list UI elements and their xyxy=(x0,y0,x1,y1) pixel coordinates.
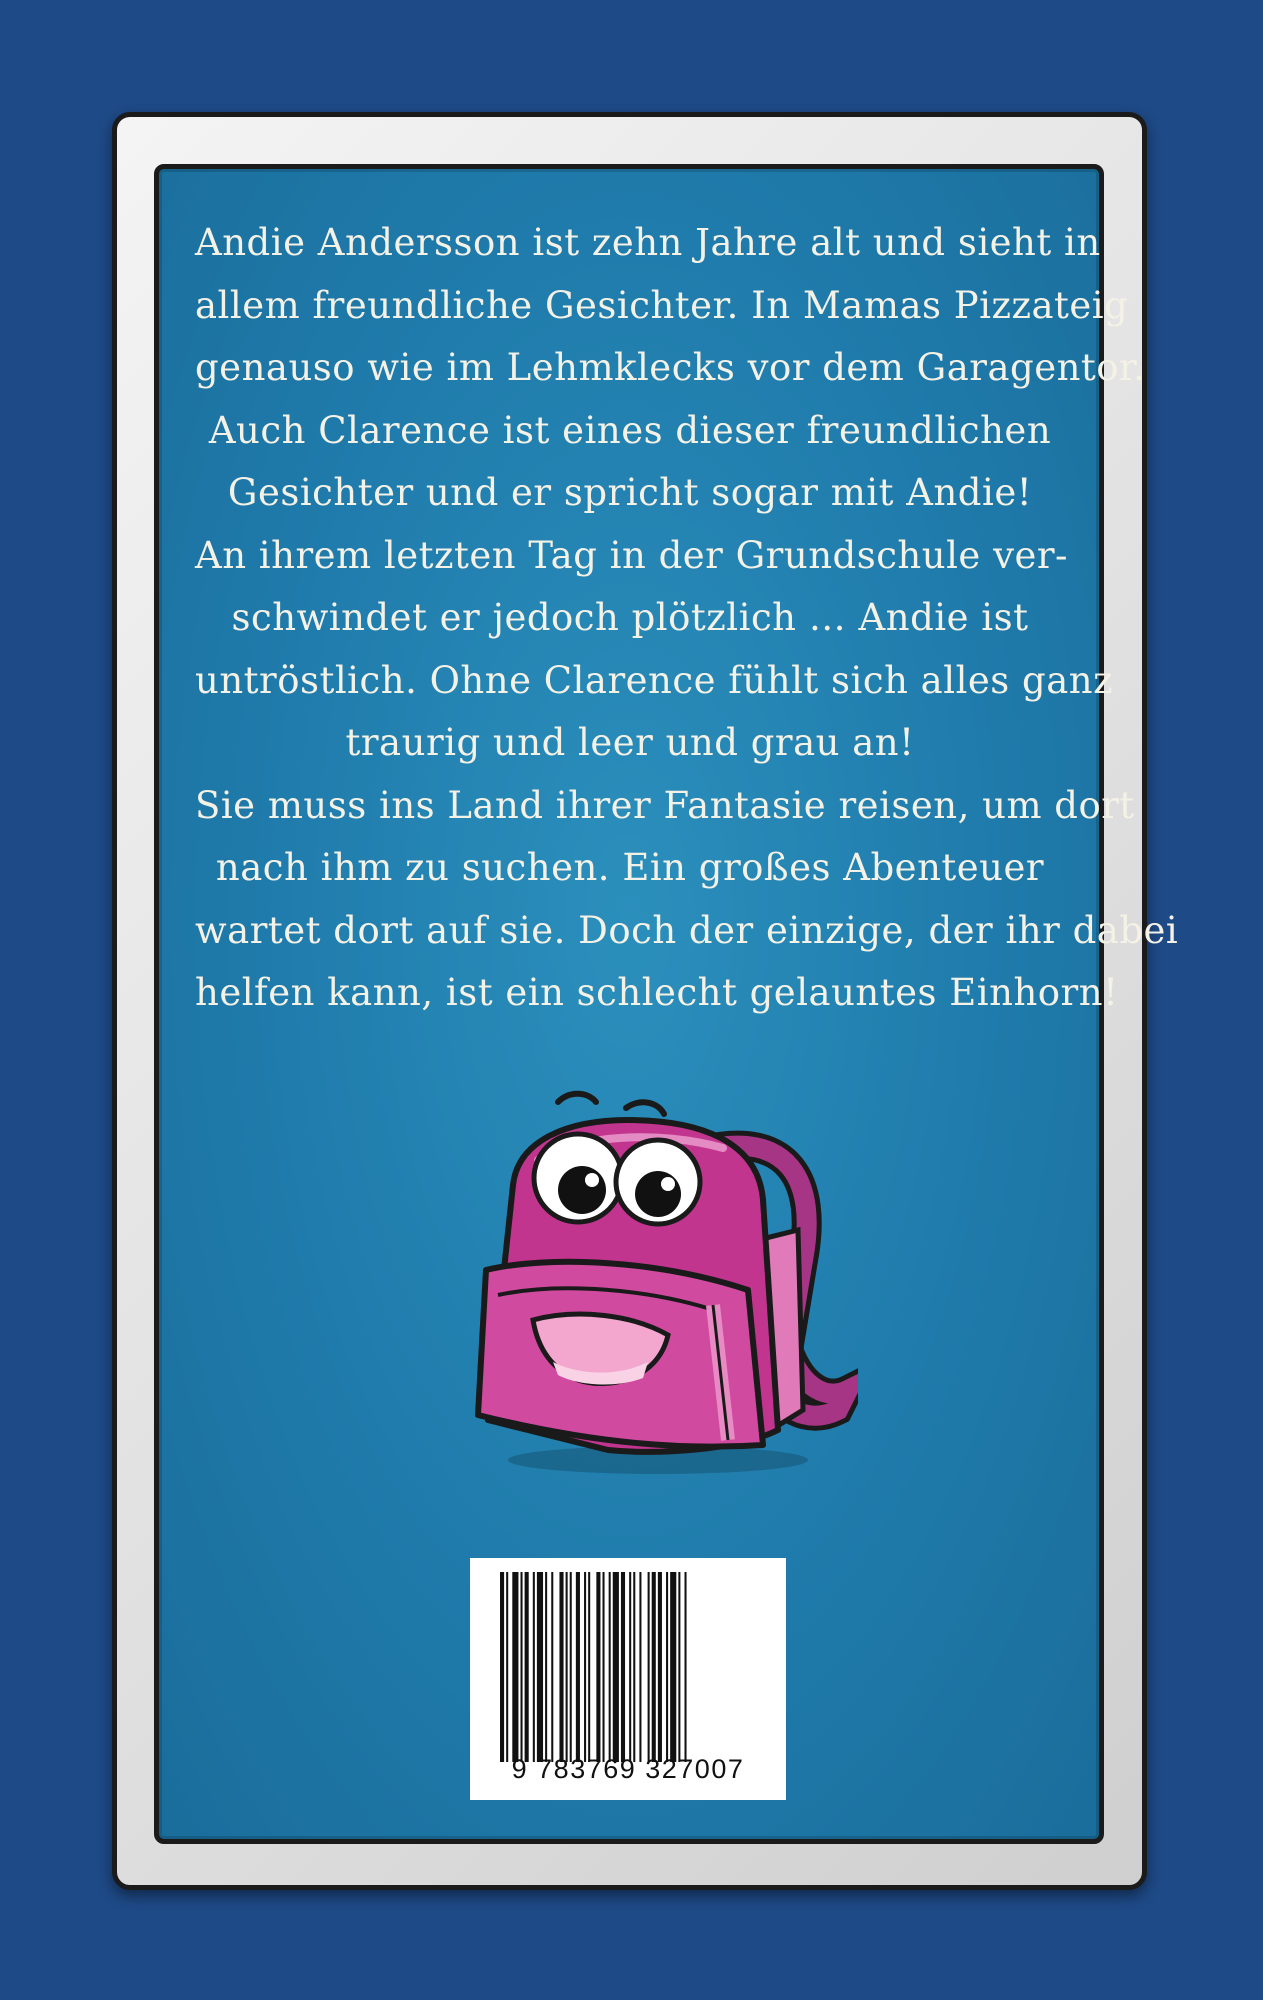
barcode-bar xyxy=(652,1572,656,1762)
barcode-bar xyxy=(639,1572,641,1762)
barcode-bar xyxy=(566,1572,568,1762)
barcode-bar xyxy=(629,1572,631,1762)
blurb-line: Auch Clarence ist eines dieser freundlichen xyxy=(208,408,1052,452)
backpack-character-icon xyxy=(458,1090,858,1490)
blurb-line: untröstlich. Ohne Clarence fühlt sich alles ganz xyxy=(195,658,1114,702)
barcode-bar xyxy=(648,1572,650,1762)
barcode-bar xyxy=(670,1572,676,1762)
blurb-line: helfen kann, ist ein schlecht gelauntes Einhorn! xyxy=(195,971,1119,1014)
barcode-bar xyxy=(603,1572,605,1762)
barcode-bar xyxy=(678,1572,680,1762)
barcode-bar xyxy=(525,1572,529,1762)
blurb-line: wartet dort auf sie. Doch der einzige, der ihr dabei xyxy=(195,908,1179,952)
barcode xyxy=(470,1558,786,1800)
barcode-bar xyxy=(559,1572,563,1762)
barcode-bar xyxy=(609,1572,611,1762)
blurb-line: An ihrem letzten Tag in der Grundschule ver- xyxy=(195,533,1069,577)
barcode-bar xyxy=(596,1572,600,1762)
blurb-line: genauso wie im Lehmklecks vor dem Garagentor. xyxy=(195,346,1146,389)
blurb-line: schwindet er jedoch plötzlich … Andie ist xyxy=(231,596,1029,639)
isbn-digits: 9 783769 327007 xyxy=(511,1754,745,1784)
barcode-bar xyxy=(621,1572,625,1762)
barcode-bar xyxy=(512,1572,518,1762)
barcode-bar xyxy=(533,1572,535,1762)
barcode-bar xyxy=(685,1572,687,1762)
barcode-bars xyxy=(500,1572,756,1762)
barcode-bar xyxy=(584,1572,586,1762)
blurb-line: Andie Andersson ist zehn Jahre alt und sieht in xyxy=(195,221,1101,264)
barcode-bar xyxy=(500,1572,504,1762)
barcode-bar xyxy=(537,1572,543,1762)
barcode-bar xyxy=(588,1572,590,1762)
barcode-bar xyxy=(633,1572,635,1762)
blurb-line: traurig und leer und grau an! xyxy=(345,721,915,764)
barcode-bar xyxy=(551,1572,553,1762)
barcode-bar xyxy=(570,1572,572,1762)
blurb-line: nach ihm zu suchen. Ein großes Abenteuer xyxy=(215,846,1045,889)
back-cover-blurb xyxy=(195,212,1179,1025)
blurb-line: Gesichter und er spricht sogar mit Andie! xyxy=(227,471,1033,514)
blurb-line: Sie muss ins Land ihrer Fantasie reisen, um dort xyxy=(195,783,1135,827)
barcode-bar xyxy=(613,1572,619,1762)
blurb-line: allem freundliche Gesichter. In Mamas Pizzateig xyxy=(195,283,1129,327)
barcode-bar xyxy=(658,1572,662,1762)
barcode-bar xyxy=(545,1572,547,1762)
barcode-bar xyxy=(666,1572,668,1762)
barcode-bar xyxy=(521,1572,523,1762)
barcode-bar xyxy=(506,1572,508,1762)
barcode-bar xyxy=(576,1572,580,1762)
